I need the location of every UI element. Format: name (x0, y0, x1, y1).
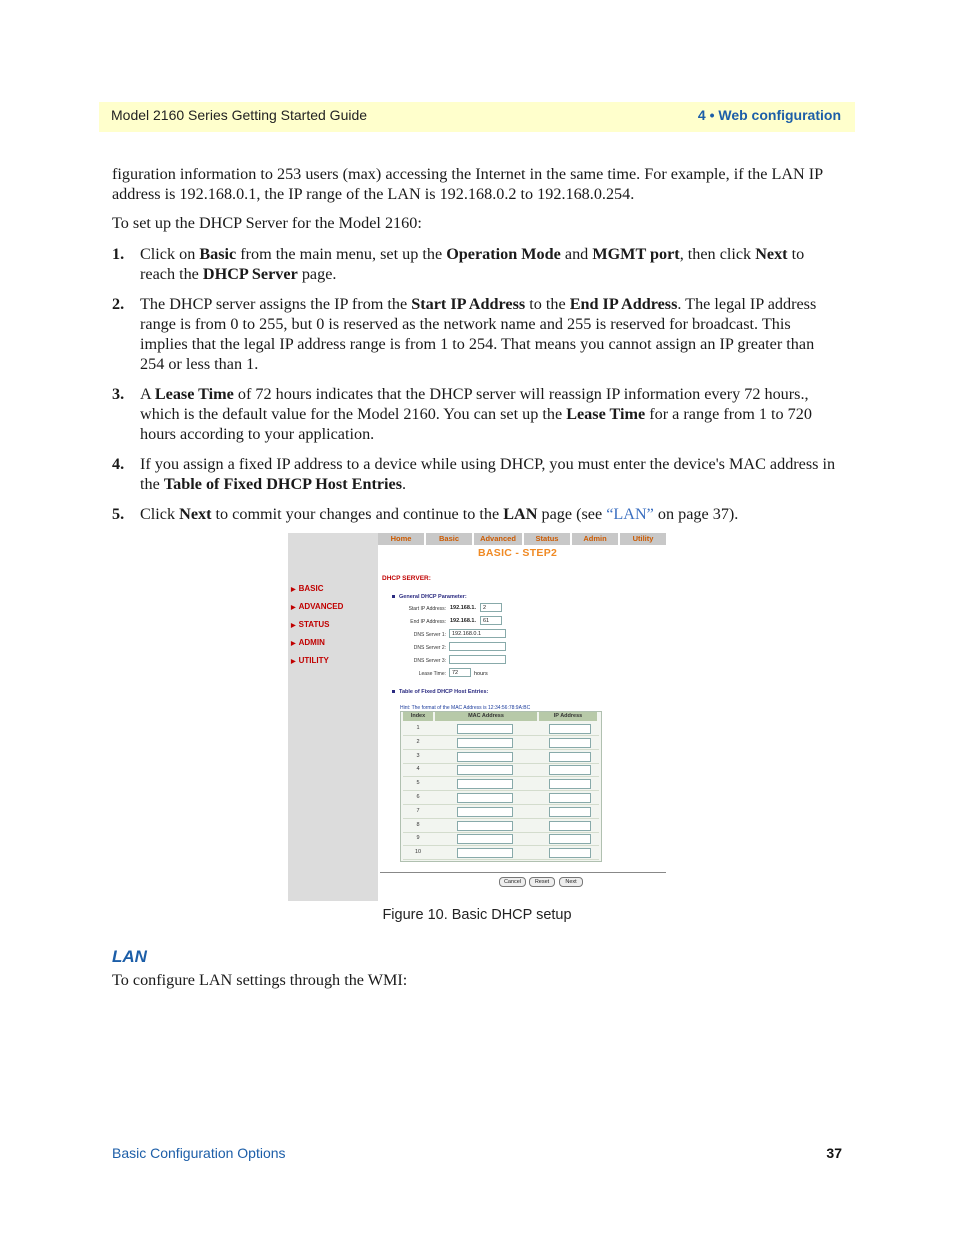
dhcp-server-heading: DHCP SERVER: (382, 575, 431, 582)
mac-address-input[interactable] (457, 752, 513, 762)
end-ip-label: End IP Address: (410, 619, 446, 625)
row-index: 7 (416, 807, 420, 814)
dns-server-1-input[interactable]: 192.168.0.1 (449, 629, 506, 638)
table-row (401, 722, 601, 736)
ip-address-input[interactable] (549, 821, 591, 831)
side-menu-advanced[interactable]: ▶ ADVANCED (291, 602, 344, 611)
ip-address-input[interactable] (549, 738, 591, 748)
table-row (401, 750, 601, 764)
nav-tab-basic[interactable]: Basic (426, 533, 472, 545)
start-ip-label: Start IP Address: (408, 606, 446, 612)
step-item-2 (112, 294, 842, 374)
bullet-icon (392, 690, 395, 693)
lan-cross-reference-link[interactable]: “LAN” (606, 505, 654, 523)
mac-address-input[interactable] (457, 779, 513, 789)
row-index: 2 (416, 738, 420, 745)
table-row (401, 805, 601, 819)
step-item-3 (112, 384, 842, 444)
row-index: 1 (416, 725, 420, 731)
nav-tab-utility[interactable]: Utility (620, 533, 666, 545)
fixed-hosts-heading: Table of Fixed DHCP Host Entries: (392, 689, 488, 695)
step-number: 4. (112, 455, 125, 473)
ip-address-input[interactable] (549, 779, 591, 789)
page-number: 37 (826, 1145, 842, 1161)
mac-address-input[interactable] (457, 765, 513, 775)
column-header-ip: IP Address (539, 712, 597, 721)
section-heading-lan: LAN (112, 947, 147, 966)
step-item-4 (112, 454, 842, 494)
table-row (401, 791, 601, 805)
row-divider (403, 859, 599, 860)
step-number: 3. (112, 385, 125, 403)
ip-address-input[interactable] (549, 807, 591, 817)
side-menu-status[interactable]: ▶ STATUS (291, 620, 330, 629)
arrow-right-icon: ▶ (291, 587, 296, 593)
dns-server-3-label: DNS Server 3: (413, 658, 446, 664)
mac-address-input[interactable] (457, 848, 513, 858)
mac-address-input[interactable] (457, 793, 513, 803)
ip-address-input[interactable] (549, 752, 591, 762)
step-text: Click Next to commit your changes and continue to the LAN page (see “LAN” on page 37). (140, 505, 739, 523)
lease-time-unit: hours (474, 671, 488, 677)
next-button[interactable]: Next (559, 877, 583, 887)
table-row (401, 736, 601, 750)
mac-address-input[interactable] (457, 724, 513, 734)
step-item-1 (112, 244, 842, 284)
row-index: 6 (416, 794, 420, 800)
row-index: 5 (416, 780, 420, 787)
column-header-index: Index (403, 712, 433, 721)
arrow-right-icon: ▶ (291, 659, 296, 665)
fixed-hosts-table (400, 711, 602, 862)
mac-address-input[interactable] (457, 738, 513, 748)
mac-address-input[interactable] (457, 821, 513, 831)
table-row (401, 846, 601, 860)
mac-format-hint: Hint: The format of the MAC Address is 12:34:56:78:9A:BC (400, 705, 531, 711)
side-menu-admin[interactable]: ▶ ADMIN (291, 638, 325, 647)
form-divider (380, 872, 666, 873)
step-item-5 (112, 504, 842, 524)
ip-address-input[interactable] (549, 793, 591, 803)
table-row (401, 832, 601, 846)
reset-button[interactable]: Reset (529, 877, 555, 887)
table-row (401, 777, 601, 791)
step-number: 5. (112, 505, 125, 523)
step-text: If you assign a fixed IP address to a device while using DHCP, you must enter the device's MAC address in the Table of Fixed DHCP Host Entries. (140, 455, 836, 493)
dns-server-2-input[interactable] (449, 642, 506, 651)
dhcp-setup-screenshot (288, 533, 666, 901)
column-header-mac: MAC Address (435, 712, 537, 721)
mac-address-input[interactable] (457, 834, 513, 844)
end-ip-prefix: 192.168.1. (450, 618, 476, 624)
nav-tab-advanced[interactable]: Advanced (474, 533, 522, 545)
dns-server-1-label: DNS Server 1: (413, 632, 446, 638)
figure-caption: Figure 10. Basic DHCP setup (382, 907, 572, 923)
chapter-title: 4 • Web configuration (697, 107, 841, 123)
general-parameter-heading: General DHCP Parameter: (392, 594, 467, 600)
step-text: The DHCP server assigns the IP from the Start IP Address to the End IP Address. The legal IP address range is from 0 to 255, but 0 is reserved as the network name and 255 is reserved for broadcast. This implies that the legal IP address range is from 1 to 254. That means you cannot assign an IP greater than 254 or less than 1. (140, 295, 817, 373)
lease-time-label: Lease Time: (418, 671, 446, 677)
row-index: 3 (416, 752, 420, 759)
step-title: BASIC - STEP2 (478, 547, 558, 559)
start-ip-prefix: 192.168.1. (450, 605, 476, 611)
bullet-icon (392, 595, 395, 598)
step-number: 2. (112, 295, 125, 313)
running-header (99, 102, 855, 132)
ip-address-input[interactable] (549, 834, 591, 844)
ip-address-input[interactable] (549, 848, 591, 858)
side-menu-utility[interactable]: ▶ UTILITY (291, 656, 329, 665)
nav-tab-home[interactable]: Home (378, 533, 424, 545)
table-row (401, 819, 601, 833)
intro-paragraph: figuration information to 253 users (max) accessing the Internet in the same time. For example, if the LAN IP address is 192.168.0.1, the IP range of the LAN is 192.168.0.2 to 192.168.0.254. (112, 165, 823, 203)
mac-address-input[interactable] (457, 807, 513, 817)
step-number: 1. (112, 245, 125, 263)
row-index: 8 (416, 821, 420, 828)
table-row (401, 763, 601, 777)
end-ip-input[interactable]: 61 (480, 616, 502, 625)
start-ip-input[interactable]: 2 (480, 603, 502, 612)
nav-tab-status[interactable]: Status (524, 533, 570, 545)
lease-time-input[interactable]: 72 (449, 668, 471, 677)
lead-paragraph: To set up the DHCP Server for the Model 2160: (112, 214, 422, 232)
cancel-button[interactable]: Cancel (499, 877, 526, 887)
ip-address-input[interactable] (549, 765, 591, 775)
nav-tab-admin[interactable]: Admin (572, 533, 618, 545)
ip-address-input[interactable] (549, 724, 591, 734)
section-paragraph: To configure LAN settings through the WMI: (112, 971, 408, 989)
arrow-right-icon: ▶ (291, 641, 296, 647)
row-index: 9 (416, 835, 420, 842)
dns-server-2-label: DNS Server 2: (413, 645, 446, 651)
step-text: A Lease Time of 72 hours indicates that the DHCP server will reassign IP information every 72 hours., which is the default value for the Model 2160. You can set up the Lease Time for a range from 1 to 720 hours according to your application. (140, 385, 812, 443)
dns-server-3-input[interactable] (449, 655, 506, 664)
side-menu-basic[interactable]: ▶ BASIC (291, 584, 324, 593)
arrow-right-icon: ▶ (291, 623, 296, 629)
step-text: Click on Basic from the main menu, set up the Operation Mode and MGMT port, then click Next to reach the DHCP Server page. (140, 245, 805, 283)
arrow-right-icon: ▶ (291, 605, 296, 611)
document-title: Model 2160 Series Getting Started Guide (111, 107, 368, 123)
footer-section-title: Basic Configuration Options (112, 1145, 286, 1161)
row-index: 4 (416, 766, 420, 773)
row-index: 10 (414, 849, 422, 856)
